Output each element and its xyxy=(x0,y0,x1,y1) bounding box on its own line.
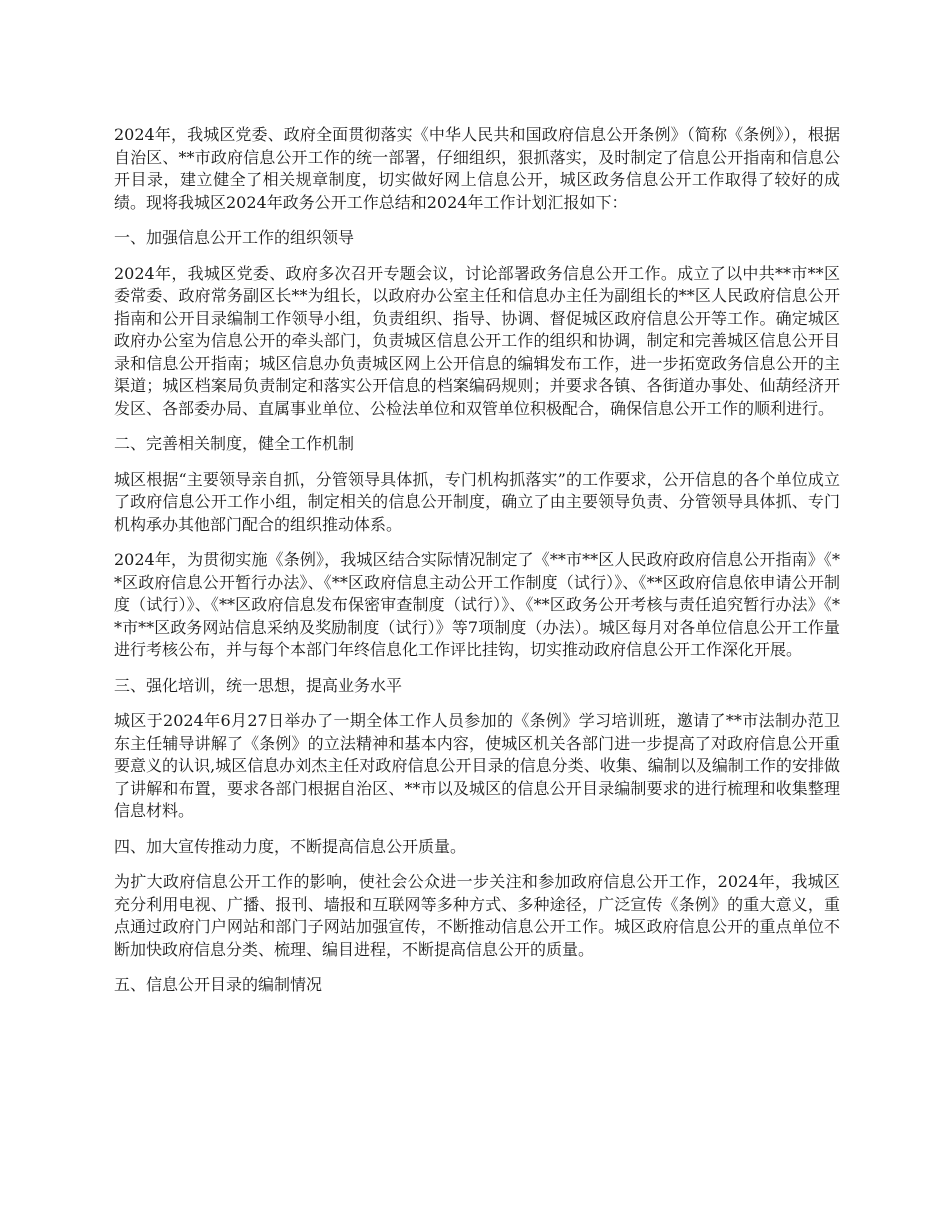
section-heading-3: 三、强化培训，统一思想，提高业务水平 xyxy=(114,675,403,695)
section-heading-2: 二、完善相关制度，健全工作机制 xyxy=(114,434,355,453)
section-heading-1: 一、加强信息公开工作的组织领导 xyxy=(114,228,355,247)
section-2-paragraph-2: 2024年，为贯彻实施《条例》，我城区结合实际情况制定了《**市**区人民政府政府信息公开指南》《**区政府信息公开暂行办法》、《**区政府信息主动公开工作制度（试行）》、《**区政府信息依申请公开制度（试行）》、《**区政府信息发布保密审查制度（试行）》、《**区政务公开考核与责任追究暂行办法》《**市**区政务网站信息采纳及奖励制度（试行）》等7项制度（办法）。城区每月对各单位信息公开工作量进行考核公布，并与每个本部门年终信息化工作评比挂钩，切实推动政府信息公开工作深化开展。 xyxy=(114,550,840,659)
section-1-paragraph: 2024年，我城区党委、政府多次召开专题会议，讨论部署政务信息公开工作。成立了以中共**市**区委常委、政府常务副区长**为组长，以政府办公室主任和信息办主任为副组长的**区人民政府信息公开指南和公开目录编制工作领导小组，负责组织、指导、协调、督促城区政府信息公开等工作。确定城区政府办公室为信息公开的牵头部门，负责城区信息公开工作的组织和协调，制定和完善城区信息公开目录和信息公开指南；城区信息办负责城区网上公开信息的编辑发布工作，进一步拓宽政务信息公开的主渠道；城区档案局负责制定和落实公开信息的档案编码规则；并要求各镇、各街道办事处、仙葫经济开发区、各部委办局、直属事业单位、公检法单位和双管单位积极配合，确保信息公开工作的顺利进行。 xyxy=(114,263,840,418)
section-heading-5: 五、信息公开目录的编制情况 xyxy=(114,975,323,994)
document-body xyxy=(114,124,840,997)
section-heading-4: 四、加大宣传推动力度，不断提高信息公开质量。 xyxy=(114,836,467,856)
section-4-paragraph: 为扩大政府信息公开工作的影响，使社会公众进一步关注和参加政府信息公开工作，2024年，我城区充分利用电视、广播、报刊、墙报和互联网等多种方式、多种途径，广泛宣传《条例》的重大意义，重点通过政府门户网站和部门子网站加强宣传，不断推动信息公开工作。城区政府信息公开的重点单位不断加快政府信息分类、梳理、编目进程，不断提高信息公开的质量。 xyxy=(114,872,840,959)
section-2-paragraph-1: 城区根据“主要领导亲自抓，分管领导具体抓，专门机构抓落实”的工作要求，公开信息的各个单位成立了政府信息公开工作小组，制定相关的信息公开制度，确立了由主要领导负责、分管领导具体抓、专门机构承办其他部门配合的组织推动体系。 xyxy=(114,469,840,534)
section-3-paragraph: 城区于2024年6月27日举办了一期全体工作人员参加的《条例》学习培训班，邀请了**市法制办范卫东主任辅导讲解了《条例》的立法精神和基本内容，使城区机关各部门进一步提高了对政府信息公开重要意义的认识,城区信息办刘杰主任对政府信息公开目录的信息分类、收集、编制以及编制工作的安排做了讲解和布置，要求各部门根据自治区、**市以及城区的信息公开目录编制要求的进行梳理和收集整理信息材料。 xyxy=(114,711,840,820)
intro-paragraph: 2024年，我城区党委、政府全面贯彻落实《中华人民共和国政府信息公开条例》（简称《条例》），根据自治区、**市政府信息公开工作的统一部署，仔细组织，狠抓落实，及时制定了信息公开指南和信息公开目录，建立健全了相关规章制度，切实做好网上信息公开，城区政务信息公开工作取得了较好的成绩。现将我城区2024年政务公开工作总结和2024年工作计划汇报如下： xyxy=(114,125,840,212)
